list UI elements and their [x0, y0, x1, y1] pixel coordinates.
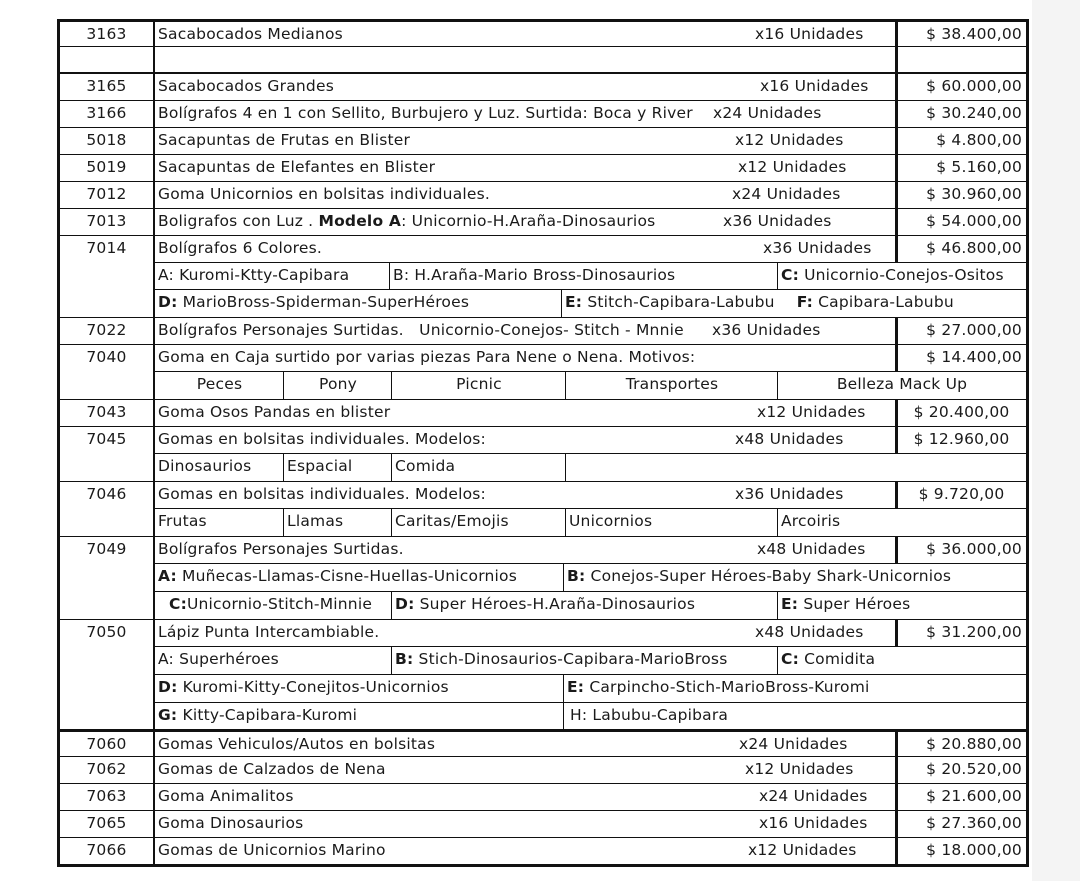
model: Unicornios	[565, 508, 779, 537]
variant-g-text: Kitty-Capibara-Kuromi	[177, 706, 358, 724]
motif: Transportes	[565, 371, 779, 400]
variant-g	[154, 702, 565, 730]
description-text: Goma Dinosaurios	[158, 814, 304, 832]
item-price: $ 30.960,00	[895, 181, 1029, 209]
item-price: $ 18.000,00	[895, 837, 1029, 867]
variant-b-label: B:	[567, 567, 586, 585]
item-price: $ 20.400,00	[895, 399, 1029, 427]
variant-c-text: Unicornio-Conejos-Ositos	[798, 266, 1004, 284]
description-text: Lápiz Punta Intercambiable.	[158, 623, 380, 641]
item-description	[154, 181, 897, 209]
description-text: Gomas en bolsitas individuales. Modelos:	[158, 485, 486, 503]
variant-e-text: Stitch-Capibara-Labubu	[582, 293, 775, 311]
item-quantity: x36 Unidades	[712, 321, 821, 339]
variant-c-label: C:	[781, 266, 799, 284]
variant-c	[777, 646, 1029, 675]
variant-e-text: Carpincho-Stich-MarioBross-Kuromi	[584, 678, 870, 696]
item-price: $ 36.000,00	[895, 536, 1029, 564]
item-price: $ 27.000,00	[895, 317, 1029, 345]
item-description	[154, 317, 897, 345]
item-quantity: x24 Unidades	[732, 185, 841, 203]
variant-a: A: Kuromi-Ktty-Capibara	[154, 262, 391, 290]
item-code: 7012	[57, 181, 156, 209]
variant-d-text: Super Héroes-H.Araña-Dinosaurios	[414, 595, 696, 613]
variant-c-text: Comidita	[798, 650, 876, 668]
variant-e	[777, 591, 1029, 620]
item-code: 3165	[57, 73, 156, 101]
variant-d-label: D:	[158, 678, 178, 696]
item-code: 7060	[57, 729, 156, 757]
item-description	[154, 426, 897, 454]
empty-code-cell	[57, 46, 156, 73]
description-text: Bolígrafos Personajes Surtidas.	[158, 540, 404, 558]
item-description	[154, 127, 897, 155]
item-quantity: x48 Unidades	[757, 540, 866, 558]
variant-d	[154, 289, 563, 318]
variant-d-label: D:	[158, 293, 178, 311]
motif: Belleza Mack Up	[777, 371, 1029, 400]
item-quantity: x24 Unidades	[713, 104, 822, 122]
description-text: Bolígrafos 4 en 1 con Sellito, Burbujero y Luz. Surtida: Boca y River	[158, 104, 693, 122]
motif: Peces	[154, 371, 285, 400]
variant-h: H: Labubu-Capibara	[563, 702, 1029, 730]
variant-c-label: C:	[781, 650, 799, 668]
empty-description-cell	[154, 46, 897, 73]
description-text: Gomas en bolsitas individuales. Modelos:	[158, 430, 486, 448]
item-quantity: x48 Unidades	[735, 430, 844, 448]
variant-c	[154, 591, 393, 620]
item-code: 7022	[57, 317, 156, 345]
description-prefix: Boligrafos con Luz .	[158, 212, 319, 230]
item-price: $ 27.360,00	[895, 810, 1029, 838]
empty-price-cell	[895, 46, 1029, 73]
item-description	[154, 208, 897, 236]
item-description	[154, 19, 897, 47]
item-price: $ 54.000,00	[895, 208, 1029, 236]
item-description	[154, 154, 897, 182]
variant-g-label: G:	[158, 706, 178, 724]
item-code: 7066	[57, 837, 156, 867]
variant-c-text: Unicornio-Stitch-Minnie	[186, 595, 373, 613]
model: Comida	[391, 453, 567, 482]
item-quantity: x36 Unidades	[735, 485, 844, 503]
item-price: $ 31.200,00	[895, 619, 1029, 647]
item-quantity: x24 Unidades	[739, 735, 848, 753]
item-price: $ 21.600,00	[895, 783, 1029, 811]
item-quantity: x12 Unidades	[738, 158, 847, 176]
variant-a	[154, 563, 565, 592]
item-description	[154, 481, 897, 509]
variant-e-f	[561, 289, 1029, 318]
item-description	[154, 73, 897, 101]
description-text: Gomas Vehiculos/Autos en bolsitas	[158, 735, 436, 753]
variant-d	[391, 591, 779, 620]
item-description	[154, 729, 897, 757]
item-code: 3163	[57, 19, 156, 47]
variant-b-label: B:	[395, 650, 414, 668]
description-text: Bolígrafos Personajes Surtidas. Unicornio-Conejos- Stitch - Mnnie	[158, 321, 684, 339]
model: Caritas/Emojis	[391, 508, 567, 537]
item-code: 7040	[57, 344, 156, 400]
description-text: Sacabocados Grandes	[158, 77, 334, 95]
model-label: Modelo A	[318, 212, 402, 230]
description-suffix: : Unicornio-H.Araña-Dinosaurios	[401, 212, 656, 230]
variant-f-label: F:	[796, 293, 814, 311]
variant-b	[563, 563, 1029, 592]
item-description	[154, 810, 897, 838]
variant-b: B: H.Araña-Mario Bross-Dinosaurios	[389, 262, 779, 290]
item-price: $ 20.520,00	[895, 756, 1029, 784]
item-price: $ 9.720,00	[895, 481, 1029, 509]
item-description: Goma en Caja surtido por varias piezas Para Nene o Nena. Motivos:	[154, 344, 897, 372]
description-text: Goma Osos Pandas en blister	[158, 403, 391, 421]
description-text: Bolígrafos 6 Colores.	[158, 239, 323, 257]
description-text: Sacabocados Medianos	[158, 25, 343, 43]
item-code: 7013	[57, 208, 156, 236]
variant-d-label: D:	[395, 595, 415, 613]
variant-e-text: Super Héroes	[798, 595, 911, 613]
model: Espacial	[283, 453, 393, 482]
model: Dinosaurios	[154, 453, 285, 482]
item-description	[154, 235, 897, 263]
description-text: Sacapuntas de Frutas en Blister	[158, 131, 411, 149]
item-code: 7063	[57, 783, 156, 811]
variant-e-label: E:	[781, 595, 799, 613]
variant-c-label: C:	[169, 595, 187, 613]
description-text: Goma Animalitos	[158, 787, 294, 805]
item-description	[154, 756, 897, 784]
motif: Pony	[283, 371, 393, 400]
item-description	[154, 536, 897, 564]
item-code: 5019	[57, 154, 156, 182]
item-price: $ 38.400,00	[895, 19, 1029, 47]
item-price: $ 20.880,00	[895, 729, 1029, 757]
variant-e-label: E:	[565, 293, 583, 311]
variant-b-text: Conejos-Super Héroes-Baby Shark-Unicornios	[585, 567, 952, 585]
item-price: $ 46.800,00	[895, 235, 1029, 263]
item-description	[154, 837, 897, 867]
description-text: Gomas de Unicornios Marino	[158, 841, 386, 859]
item-price: $ 60.000,00	[895, 73, 1029, 101]
item-quantity: x48 Unidades	[755, 623, 864, 641]
item-code: 5018	[57, 127, 156, 155]
item-quantity: x12 Unidades	[745, 760, 854, 778]
variant-d	[154, 674, 565, 703]
item-code: 7014	[57, 235, 156, 318]
variant-a-label: A:	[158, 567, 177, 585]
item-code: 7062	[57, 756, 156, 784]
variant-b-text: Stich-Dinosaurios-Capibara-MarioBross	[413, 650, 728, 668]
item-code: 7049	[57, 536, 156, 620]
variant-d-text: Kuromi-Kitty-Conejitos-Unicornios	[177, 678, 449, 696]
item-quantity: x16 Unidades	[759, 814, 868, 832]
item-code: 7046	[57, 481, 156, 537]
model: Arcoiris	[777, 508, 1029, 537]
variant-a-text: Muñecas-Llamas-Cisne-Huellas-Unicornios	[176, 567, 517, 585]
description-text: Gomas de Calzados de Nena	[158, 760, 386, 778]
item-code: 7043	[57, 399, 156, 427]
variant-c	[777, 262, 1029, 290]
item-code: 7065	[57, 810, 156, 838]
item-quantity: x36 Unidades	[723, 212, 832, 230]
page-margin	[1032, 0, 1080, 881]
item-description	[154, 399, 897, 427]
description-text: Goma Unicornios en bolsitas individuales.	[158, 185, 491, 203]
item-code: 7045	[57, 426, 156, 482]
item-quantity: x16 Unidades	[755, 25, 864, 43]
item-price: $ 14.400,00	[895, 344, 1029, 372]
item-quantity: x24 Unidades	[759, 787, 868, 805]
model: Llamas	[283, 508, 393, 537]
empty-model-cell	[565, 453, 1029, 482]
variant-d-text: MarioBross-Spiderman-SuperHéroes	[177, 293, 470, 311]
item-description	[154, 783, 897, 811]
model: Frutas	[154, 508, 285, 537]
item-code: 7050	[57, 619, 156, 730]
description-text: Sacapuntas de Elefantes en Blister	[158, 158, 436, 176]
item-price: $ 12.960,00	[895, 426, 1029, 454]
item-price: $ 4.800,00	[895, 127, 1029, 155]
variant-e	[563, 674, 1029, 703]
variant-b	[391, 646, 779, 675]
item-quantity: x12 Unidades	[748, 841, 857, 859]
item-quantity: x12 Unidades	[757, 403, 866, 421]
item-description	[154, 619, 897, 647]
variant-e-label: E:	[567, 678, 585, 696]
item-quantity: x12 Unidades	[735, 131, 844, 149]
item-price: $ 30.240,00	[895, 100, 1029, 128]
item-description	[154, 100, 897, 128]
item-code: 3166	[57, 100, 156, 128]
motif: Picnic	[391, 371, 567, 400]
item-price: $ 5.160,00	[895, 154, 1029, 182]
item-quantity: x16 Unidades	[760, 77, 869, 95]
item-quantity: x36 Unidades	[763, 239, 872, 257]
variant-a: A: Superhéroes	[154, 646, 393, 675]
variant-f-text: Capibara-Labubu	[813, 293, 954, 311]
